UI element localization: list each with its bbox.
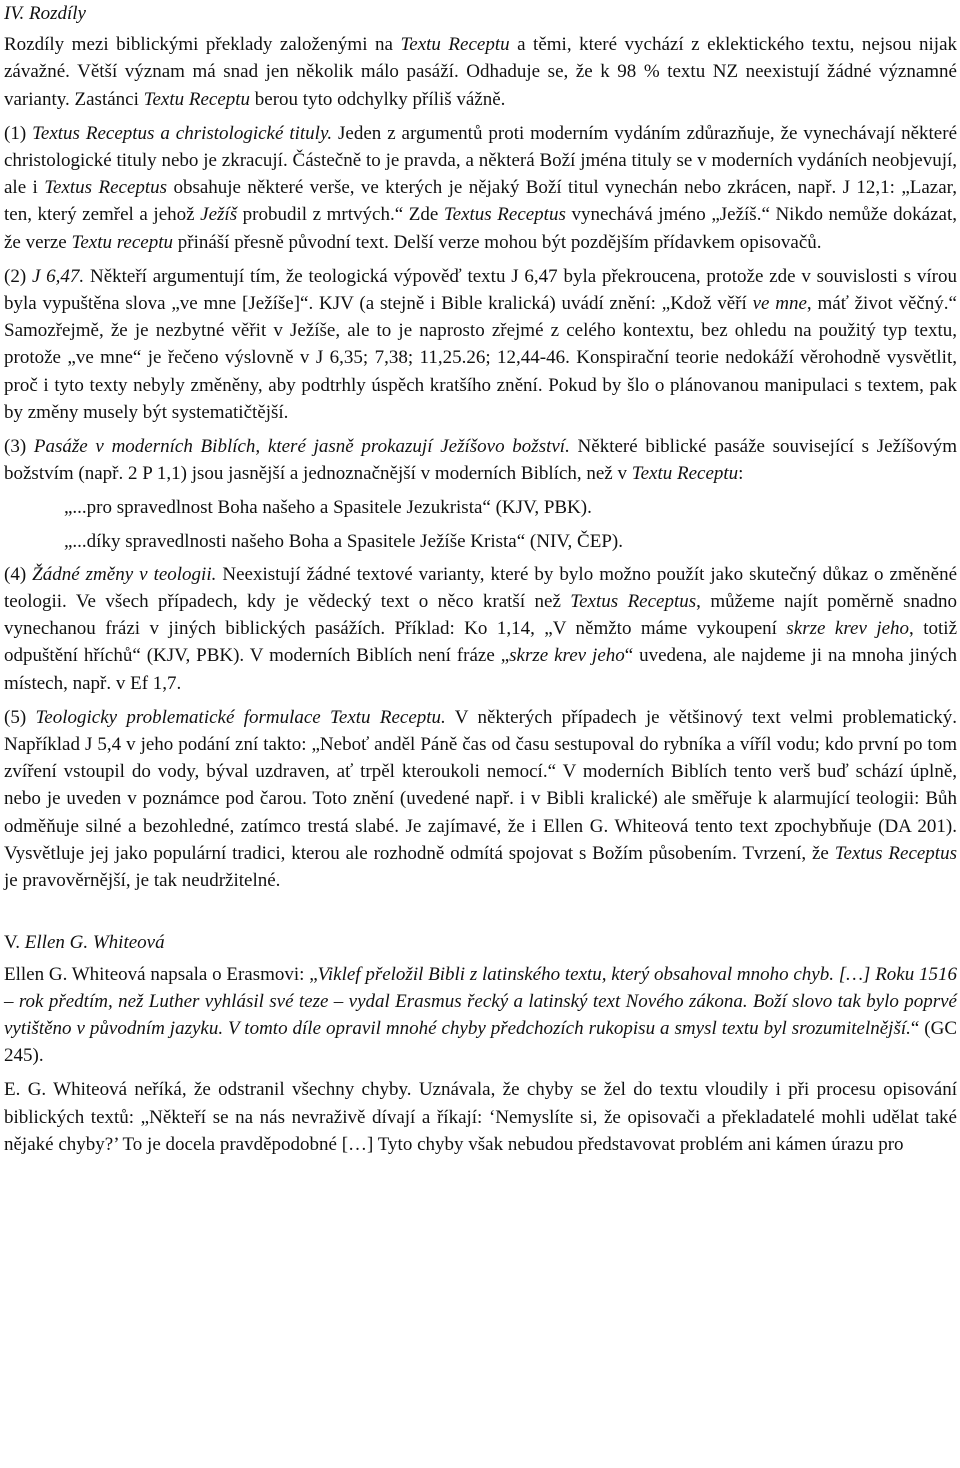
point-4-paragraph: (4) Žádné změny v teologii. Neexistují žádné textové varianty, které by bylo možno použít jako skutečný důkaz o změněné teologii. Ve všech případech, kdy je vědecký text o něco kratší než Textus Receptus, můžeme najít poměrně snadno vynechanou frázi v jiných biblických pasážích. Příklad: Ko 1,14, „V němžto máme vykoupení skrze krev jeho, totiž odpuštění hříchů“ (KJV, PBK). V moderních Biblích není fráze „skrze krev jeho“ uvedena, ale najdeme ji na mnoha jiných místech, např. v Ef 1,7. [4, 563, 958, 694]
intro-paragraph: Rozdíly mezi biblickými překlady založenými na Textu Receptu a těmi, které vychází z eklektického textu, nejsou nijak závažné. Větší význam má snad jen několik málo pasáží. Odhaduje se, že k 98 % textu NZ neexistují žádné významné varianty. Zastánci Textu Receptu berou tyto odchylky příliš vážně. [4, 34, 958, 110]
point-2-paragraph: (2) J 6,47. Někteří argumentují tím, že teologická výpověď textu J 6,47 byla překroucena, protože zde v souvislosti s vírou byla vypuštěna slova „ve mne [Ježíše]“. KJV (a stejně i Bible kralická) uvádí znění: „Kdož věří ve mne, máť život věčný.“ Samozřejmě, že je nezbytné věřit v Ježíše, ale to je naprosto zřejmé z celého kontextu, bez ohledu na použitý typ textu, protože „ve mne“ je řečeno výslovně v J 6,35; 7,38; 11,25.26; 12,44-46. Konspirační teorie nedokáží věrohodně vysvětlit, proč i tyto texty nebyly změněny, aby podtrhly úspěch kratšího znění. Pokud by šlo o plánovanou manipulaci s textem, pak by změny musely být systematičtější. [4, 265, 957, 423]
quote-kjv: „...pro spravedlnost Boha našeho a Spasitele Jezukrista“ (KJV, PBK). [64, 497, 592, 519]
section-heading-iv: IV. Rozdíly [4, 3, 86, 24]
point-5-paragraph: (5) Teologicky problematické formulace Textu Receptu. V některých případech je většinový text velmi problematický. Například J 5,4 v jeho podání zní takto: „Neboť anděl Páně čas od času sestupoval do rybníka a víříl vodu; kdo první po tom zvíření vstoupil do vody, býval uzdraven, ať trpěl kteroukoli nemocí.“ V moderních Biblích tento verš buď schází úplně, nebo je uveden v poznámce pod čarou. Toto znění (uvedené např. i v Bibli kralické) ale směřuje k alarmující teologii: Bůh odměňuje silné a bezohledné, zatímco trestá slabé. Je zajímavé, že i Ellen G. Whiteová tento text zpochybňuje (DA 201). Vysvětluje jej jako populární tradici, kterou ale rozhodně odmítá spojovat s Božím působením. Tvrzení, že Textus Receptus je pravověrnější, je tak neudržitelné. [4, 706, 957, 892]
closing-paragraph: E. G. Whiteová neříká, že odstranil všechny chyby. Uznávala, že chyby se žel do textu vloudily i při procesu opisování biblických textů: „Někteří se na nás nevraživě dívají a říkají: ‘Nemyslíte si, že opisovači a překladatelé mohli udělat také nějaké chyby?’ To je docela pravděpodobné […] Tyto chyby však nebudou představovat problém ani kámen úrazu pro [4, 1079, 957, 1155]
point-3-paragraph: (3) Pasáže v moderních Biblích, které jasně prokazují Ježíšovo božství. Některé biblické pasáže související s Ježíšovým božstvím (např. 2 P 1,1) jsou jasnější a jednoznačnější v moderních Biblích, než v Textu Receptu: [4, 436, 957, 485]
spacer [4, 901, 957, 921]
point-1-paragraph: (1) Textus Receptus a christologické tituly. Jeden z argumentů proti moderním vydáním zdůrazňuje, že vynechávají některé christologické tituly nebo je zkracují. Částečně to je pravda, a některá Boží jména tituly se v moderních vydáních neobjevují, ale i Textus Receptus obsahuje některé verše, ve kterých je nějaký Boží titul vynechán nebo zkrácen, např. J 12,1: „Lazar, ten, který zemřel a jehož Ježíš probudil z mrtvých.“ Zde Textus Receptus vynechává jméno „Ježíš.“ Nikdo nemůže dokázat, že verze Textu receptu přináší přesně původní text. Delší verze mohou být pozdějším přídavkem opisovačů. [4, 122, 958, 253]
whiteova-quote-paragraph: Ellen G. Whiteová napsala o Erasmovi: „Viklef přeložil Bibli z latinského textu, který obsahoval mnoho chyb. […] Roku 1516 – rok předtím, než Luther vyhlásil své teze – vydal Erasmus řecký a latinský text Nového zákona. Boží slovo tak bylo poprvé vytištěno v původním jazyku. V tomto díle opravil mnohé chyby předchozích rukopisu a smysl textu byl srozumitelnější.“ (GC 245). [4, 963, 957, 1067]
quote-niv: „...díky spravedlnosti našeho Boha a Spasitele Ježíše Krista“ (NIV, ČEP). [64, 530, 623, 552]
section-heading-v: V. Ellen G. Whiteová [4, 932, 165, 954]
